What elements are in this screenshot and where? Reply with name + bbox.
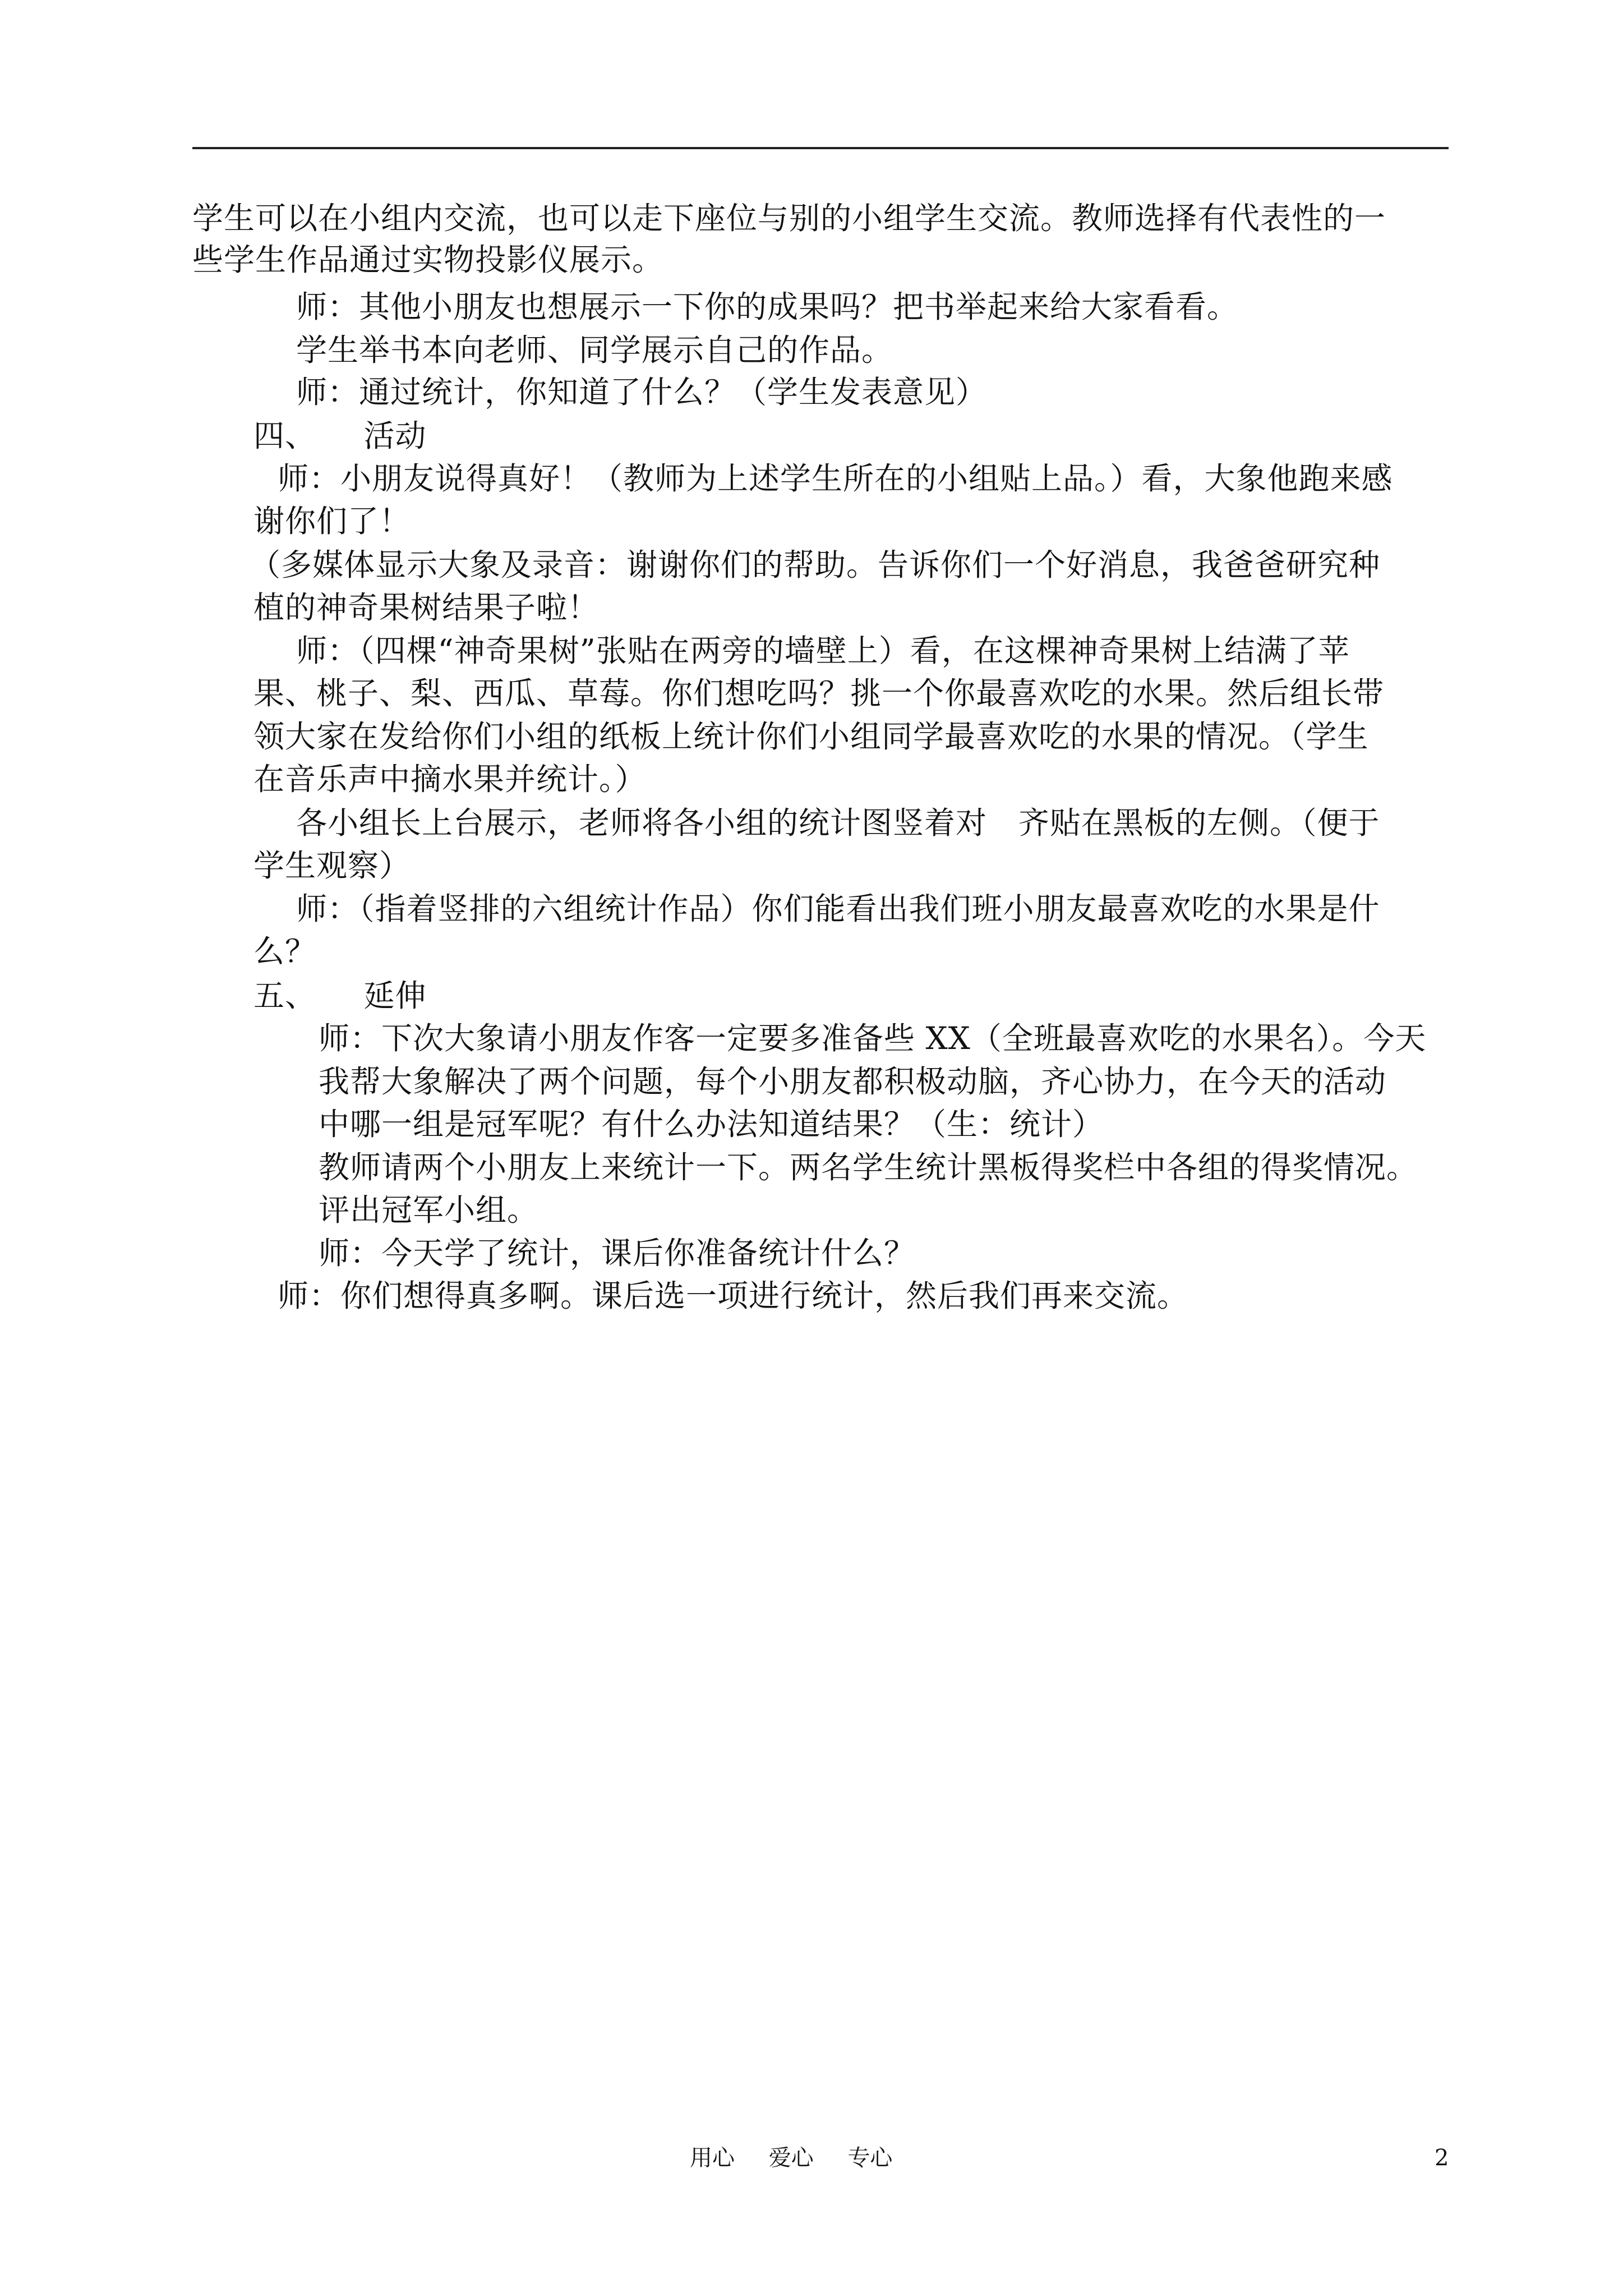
body-line: 各小组长上台展示，老师将各小组的统计图竖着对 齐贴在黑板的左侧。（便于 [296,805,1380,841]
body-line: 师：小朋友说得真好！（教师为上述学生所在的小组贴上品。）看，大象他跑来感 [278,461,1393,496]
footer-word: 专心 [847,2145,893,2171]
body-line: 中哪一组是冠军呢？有什么办法知道结果？（生：统计） [319,1106,1104,1142]
footer-slogan [690,2144,919,2172]
body-line: 评出冠军小组。 [319,1192,539,1228]
footer-word: 用心 [690,2145,735,2171]
footer-word: 爱心 [768,2145,814,2171]
body-line: 师：下次大象请小朋友作客一定要多准备些 XX（全班最喜欢吃的水果名）。今天 [319,1020,1427,1056]
body-line: 些学生作品通过实物投影仪展示。 [192,242,664,278]
body-line: 谢你们了！ [253,503,411,539]
body-line: 领大家在发给你们小组的纸板上统计你们小组同学最喜欢吃的水果的情况。（学生 [253,719,1369,754]
body-line: 师：（四棵“神奇果树”张贴在两旁的墙壁上）看，在这棵神奇果树上结满了苹 [296,633,1350,669]
body-line: （多媒体显示大象及录音：谢谢你们的帮助。告诉你们一个好消息，我爸爸研究种 [250,547,1381,583]
body-line: 果、桃子、梨、西瓜、草莓。你们想吃吗？挑一个你最喜欢吃的水果。然后组长带 [253,675,1385,711]
body-line: 教师请两个小朋友上来统计一下。两名学生统计黑板得奖栏中各组的得奖情况。 [319,1149,1418,1185]
body-line: 么？ [253,933,317,969]
body-line: 我帮大象解决了两个问题，每个小朋友都积极动脑，齐心协力，在今天的活动 [319,1064,1387,1099]
body-line: 学生举书本向老师、同学展示自己的作品。 [296,332,893,368]
body-line: 师：（指着竖排的六组统计作品）你们能看出我们班小朋友最喜欢吃的水果是什 [296,891,1380,927]
body-line: 师：其他小朋友也想展示一下你的成果吗？把书举起来给大家看看。 [296,289,1239,325]
body-line: 师：今天学了统计，课后你准备统计什么？ [319,1235,916,1271]
section-heading: 四、 活动 [253,418,427,454]
body-line: 在音乐声中摘水果并统计。） [253,761,647,797]
header-rule [192,147,1449,149]
section-heading: 五、 延伸 [253,978,427,1014]
body-line: 师：你们想得真多啊。课后选一项进行统计，然后我们再来交流。 [278,1278,1189,1314]
page-number: 2 [1435,2145,1449,2171]
body-line: 学生可以在小组内交流，也可以走下座位与别的小组学生交流。教师选择有代表性的一 [192,200,1386,236]
body-line: 师：通过统计，你知道了什么？（学生发表意见） [296,374,988,410]
body-line: 植的神奇果树结果子啦！ [253,590,600,625]
body-line: 学生观察） [253,848,411,884]
